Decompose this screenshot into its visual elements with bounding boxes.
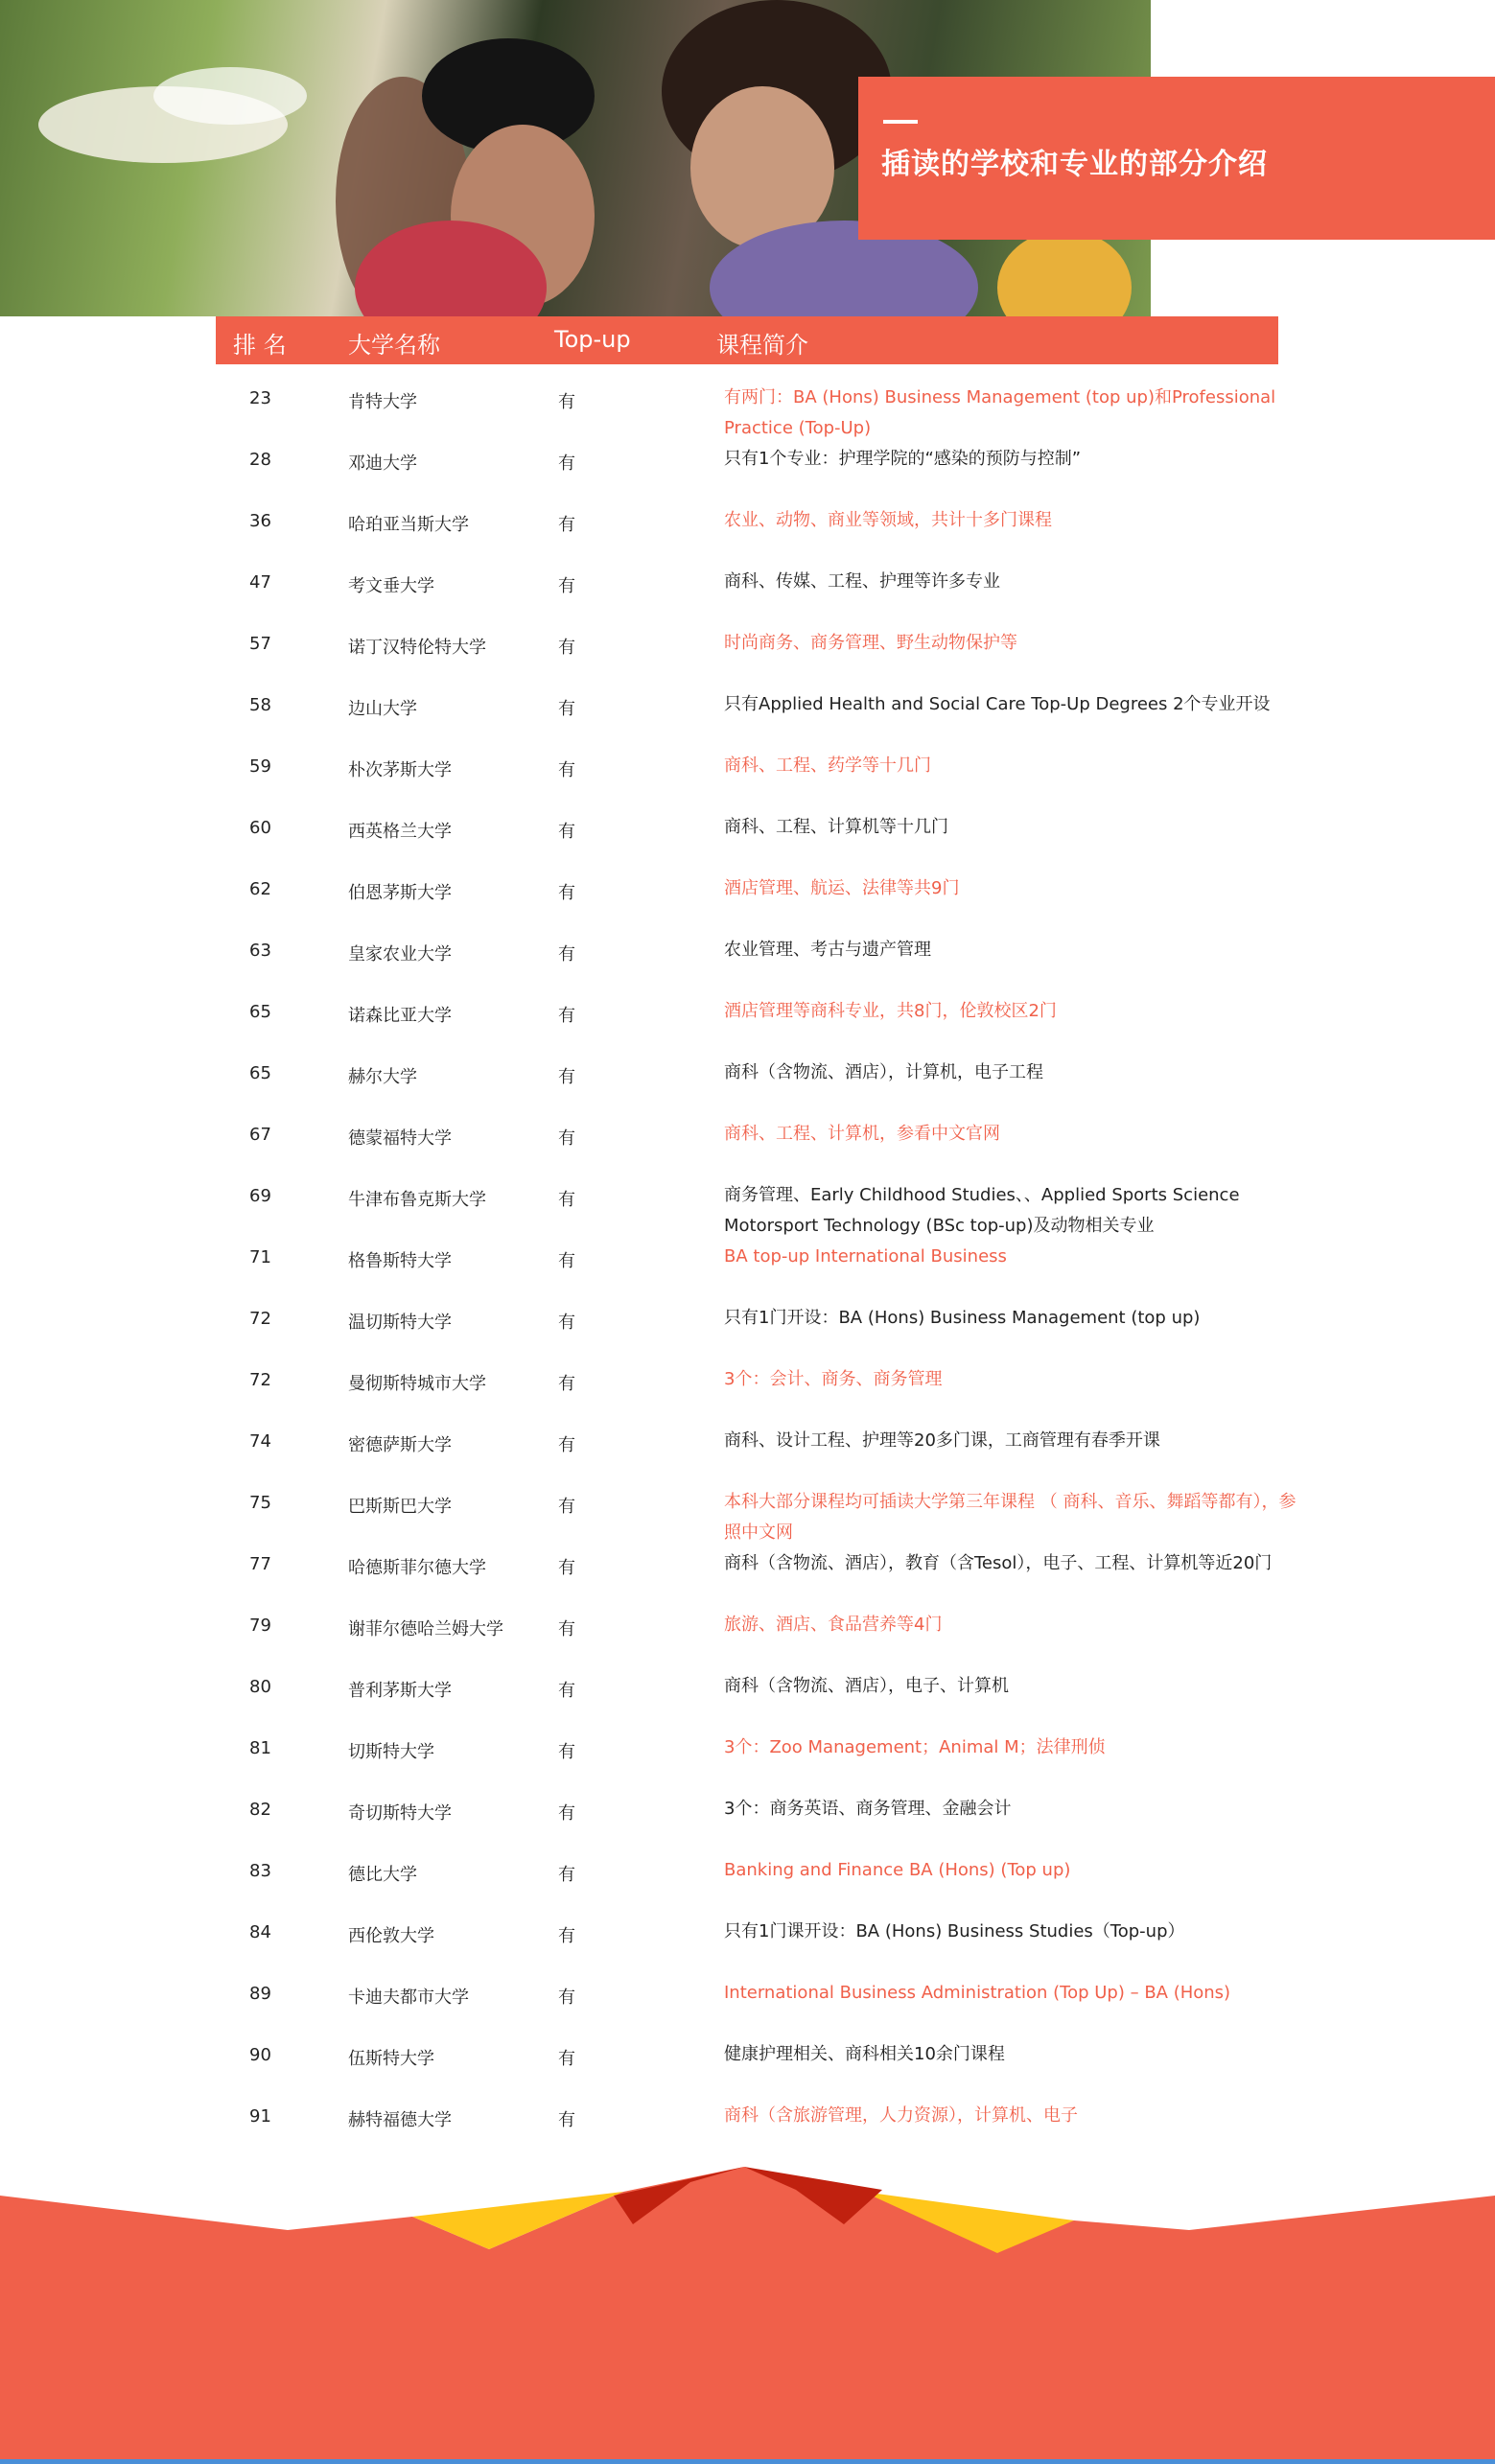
table-row	[0, 1247, 1495, 1309]
table-row	[0, 818, 1495, 879]
course-intro-cell: 商科（含旅游管理，人力资源），计算机、电子	[724, 2105, 1078, 2126]
rank-cell: 91	[249, 2106, 271, 2127]
university-cell: 普利茅斯大学	[348, 1681, 452, 1701]
table-row	[0, 695, 1495, 756]
university-cell: 格鲁斯特大学	[348, 1251, 452, 1271]
course-intro-cell: 农业、动物、商业等领域，共计十多门课程	[724, 510, 1052, 530]
university-cell: 邓迪大学	[348, 453, 417, 474]
course-intro-cell: 商科（含物流、酒店），教育（含Tesol），电子、工程、计算机等近20门	[724, 1553, 1273, 1573]
course-intro-cell: 3个：Zoo Management；Animal M；法律刑侦	[724, 1737, 1106, 1757]
rank-cell: 75	[249, 1493, 271, 1513]
rank-cell: 62	[249, 879, 271, 899]
university-cell: 哈珀亚当斯大学	[348, 515, 469, 535]
topup-cell: 有	[558, 1374, 575, 1394]
topup-cell: 有	[558, 1313, 575, 1333]
university-cell: 伍斯特大学	[348, 2049, 434, 2069]
topup-cell: 有	[558, 822, 575, 842]
header-rank: 排 名	[233, 332, 287, 359]
university-cell: 密德萨斯大学	[348, 1435, 452, 1455]
topup-cell: 有	[558, 515, 575, 535]
table-row	[0, 511, 1495, 572]
table-row	[0, 388, 1495, 450]
course-intro-cell: 只有Applied Health and Social Care Top-Up Degrees 2个专业开设	[724, 694, 1271, 714]
rank-cell: 36	[249, 511, 271, 531]
rank-cell: 58	[249, 695, 271, 715]
rank-cell: 63	[249, 941, 271, 961]
topup-cell: 有	[558, 1497, 575, 1517]
university-cell: 边山大学	[348, 699, 417, 719]
table-body	[0, 388, 1495, 2168]
rank-cell: 81	[249, 1738, 271, 1758]
university-cell: 伯恩茅斯大学	[348, 883, 452, 903]
university-cell: 巴斯斯巴大学	[348, 1497, 452, 1517]
topup-cell: 有	[558, 2049, 575, 2069]
university-cell: 赫尔大学	[348, 1067, 417, 1087]
course-intro-cell: Banking and Finance BA (Hons) (Top up)	[724, 1860, 1071, 1880]
course-intro-cell: 酒店管理等商科专业，共8门，伦敦校区2门	[724, 1001, 1057, 1021]
topup-cell: 有	[558, 1865, 575, 1885]
rank-cell: 23	[249, 388, 271, 408]
topup-cell: 有	[558, 1987, 575, 2008]
course-intro-cell: 商科、工程、药学等十几门	[724, 755, 931, 776]
rank-cell: 67	[249, 1125, 271, 1145]
university-cell: 诺森比亚大学	[348, 1006, 452, 1026]
table-row	[0, 1431, 1495, 1493]
course-intro-cell: 旅游、酒店、食品营养等4门	[724, 1615, 943, 1635]
table-row	[0, 1616, 1495, 1677]
topup-cell: 有	[558, 1006, 575, 1026]
course-intro-cell: 商科、工程、计算机等十几门	[724, 817, 948, 837]
course-intro-cell: 商科、设计工程、护理等20多门课，工商管理有春季开课	[724, 1430, 1160, 1451]
rank-cell: 57	[249, 634, 271, 654]
table-row	[0, 941, 1495, 1002]
topup-cell: 有	[558, 1558, 575, 1578]
rank-cell: 79	[249, 1616, 271, 1636]
table-row	[0, 1861, 1495, 1922]
university-cell: 西伦敦大学	[348, 1926, 434, 1946]
topup-cell: 有	[558, 1681, 575, 1701]
table-row	[0, 1554, 1495, 1616]
topup-cell: 有	[558, 760, 575, 780]
university-cell: 赫特福德大学	[348, 2110, 452, 2130]
university-cell: 诺丁汉特伦特大学	[348, 638, 486, 658]
topup-cell: 有	[558, 1619, 575, 1639]
title-dash	[883, 120, 918, 124]
course-intro-cell: 商科、工程、计算机，参看中文官网	[724, 1124, 1000, 1144]
table-row	[0, 756, 1495, 818]
university-cell: 肯特大学	[348, 392, 417, 412]
rank-cell: 74	[249, 1431, 271, 1452]
footer-edge	[0, 2459, 1495, 2464]
topup-cell: 有	[558, 1435, 575, 1455]
university-cell: 皇家农业大学	[348, 944, 452, 965]
table-row	[0, 1370, 1495, 1431]
course-intro-cell: 本科大部分课程均可插读大学第三年课程 （ 商科、音乐、舞蹈等都有），参照中文网	[724, 1492, 1296, 1543]
table-row	[0, 2045, 1495, 2106]
topup-cell: 有	[558, 883, 575, 903]
header-topup: Top-up	[554, 326, 631, 353]
university-cell: 德比大学	[348, 1865, 417, 1885]
university-cell: 卡迪夫都市大学	[348, 1987, 469, 2008]
rank-cell: 65	[249, 1063, 271, 1083]
topup-cell: 有	[558, 392, 575, 412]
university-cell: 西英格兰大学	[348, 822, 452, 842]
table-row	[0, 450, 1495, 511]
course-intro-cell: 商科、传媒、工程、护理等许多专业	[724, 571, 1000, 592]
rank-cell: 69	[249, 1186, 271, 1206]
topup-cell: 有	[558, 1742, 575, 1762]
rank-cell: 65	[249, 1002, 271, 1022]
table-row	[0, 1063, 1495, 1125]
university-cell: 谢菲尔德哈兰姆大学	[348, 1619, 503, 1639]
university-cell: 牛津布鲁克斯大学	[348, 1190, 486, 1210]
rank-cell: 59	[249, 756, 271, 777]
rank-cell: 71	[249, 1247, 271, 1267]
rank-cell: 72	[249, 1370, 271, 1390]
rank-cell: 28	[249, 450, 271, 470]
table-row	[0, 1002, 1495, 1063]
topup-cell: 有	[558, 576, 575, 596]
topup-cell: 有	[558, 1926, 575, 1946]
course-intro-cell: 只有1门开设：BA (Hons) Business Management (top up)	[724, 1308, 1201, 1328]
course-intro-cell: 时尚商务、商务管理、野生动物保护等	[724, 633, 1017, 653]
topup-cell: 有	[558, 1067, 575, 1087]
topup-cell: 有	[558, 1803, 575, 1824]
course-intro-cell: 商科（含物流、酒店），计算机，电子工程	[724, 1062, 1043, 1082]
topup-cell: 有	[558, 944, 575, 965]
footer-decoration	[0, 2167, 1495, 2464]
course-intro-cell: 3个：会计、商务、商务管理	[724, 1369, 943, 1389]
table-row	[0, 1800, 1495, 1861]
rank-cell: 72	[249, 1309, 271, 1329]
rank-cell: 84	[249, 1922, 271, 1942]
topup-cell: 有	[558, 638, 575, 658]
topup-cell: 有	[558, 1190, 575, 1210]
course-intro-cell: 健康护理相关、商科相关10余门课程	[724, 2044, 1005, 2064]
course-intro-cell: 酒店管理、航运、法律等共9门	[724, 878, 960, 898]
university-cell: 切斯特大学	[348, 1742, 434, 1762]
university-cell: 温切斯特大学	[348, 1313, 452, 1333]
rank-cell: 82	[249, 1800, 271, 1820]
rank-cell: 47	[249, 572, 271, 593]
topup-cell: 有	[558, 699, 575, 719]
university-cell: 考文垂大学	[348, 576, 434, 596]
header-intro: 课程简介	[716, 332, 808, 359]
table-row	[0, 1309, 1495, 1370]
table-row	[0, 1738, 1495, 1800]
rank-cell: 90	[249, 2045, 271, 2065]
course-intro-cell: 商务管理、Early Childhood Studies、、Applied Sports Science Motorsport Technology (BSc top-up)及动物相关专业	[724, 1185, 1240, 1236]
table-row	[0, 2106, 1495, 2168]
course-intro-cell: 只有1门课开设：BA (Hons) Business Studies（Top-up）	[724, 1921, 1185, 1941]
university-cell: 曼彻斯特城市大学	[348, 1374, 486, 1394]
course-intro-cell: BA top-up International Business	[724, 1246, 1007, 1267]
course-intro-cell: 商科（含物流、酒店），电子、计算机	[724, 1676, 1009, 1696]
course-intro-cell: 只有1个专业：护理学院的“感染的预防与控制”	[724, 449, 1082, 469]
section-title-box	[858, 77, 1495, 240]
topup-cell: 有	[558, 2110, 575, 2130]
university-cell: 奇切斯特大学	[348, 1803, 452, 1824]
course-intro-cell: 3个：商务英语、商务管理、金融会计	[724, 1799, 1012, 1819]
table-row	[0, 1922, 1495, 1984]
university-cell: 哈德斯菲尔德大学	[348, 1558, 486, 1578]
course-intro-cell: International Business Administration (Top Up) – BA (Hons)	[724, 1983, 1231, 2003]
rank-cell: 83	[249, 1861, 271, 1881]
topup-cell: 有	[558, 453, 575, 474]
rank-cell: 89	[249, 1984, 271, 2004]
table-row	[0, 634, 1495, 695]
table-row	[0, 1186, 1495, 1247]
table-row	[0, 572, 1495, 634]
table-row	[0, 1125, 1495, 1186]
table-header	[216, 316, 1278, 364]
university-cell: 朴次茅斯大学	[348, 760, 452, 780]
table-row	[0, 879, 1495, 941]
university-cell: 德蒙福特大学	[348, 1128, 452, 1149]
topup-cell: 有	[558, 1128, 575, 1149]
table-row	[0, 1493, 1495, 1554]
topup-cell: 有	[558, 1251, 575, 1271]
table-row	[0, 1677, 1495, 1738]
section-title: 插读的学校和专业的部分介绍	[881, 148, 1268, 181]
rank-cell: 80	[249, 1677, 271, 1697]
footer-band	[0, 2167, 1495, 2464]
rank-cell: 77	[249, 1554, 271, 1574]
table-row	[0, 1984, 1495, 2045]
rank-cell: 60	[249, 818, 271, 838]
header-university: 大学名称	[348, 332, 440, 359]
course-intro-cell: 农业管理、考古与遗产管理	[724, 940, 931, 960]
course-intro-cell: 有两门：BA (Hons) Business Management (top up)和Professional Practice (Top-Up)	[724, 387, 1276, 438]
